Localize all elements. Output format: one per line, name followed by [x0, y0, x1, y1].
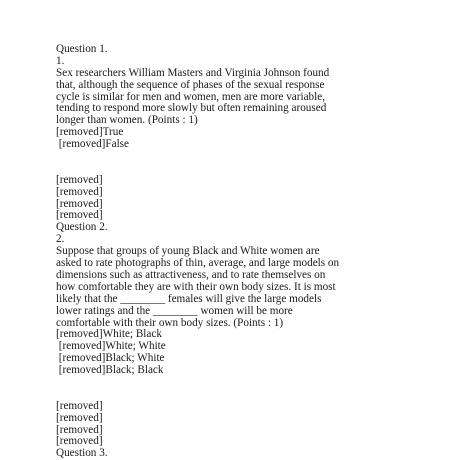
question-2-heading: Question 2. [56, 221, 108, 234]
spacer [56, 377, 436, 401]
question-2-option-black-white[interactable]: [removed]Black; White [56, 352, 165, 365]
removed-line: [removed] [56, 197, 103, 210]
question-2-text-line: comfortable with their own body sizes. (Points : 1) [56, 316, 284, 329]
question-2-text-line: how comfortable they are with their own body sizes. It is most [56, 280, 336, 293]
document-body [56, 44, 436, 460]
removed-line: [removed] [56, 185, 103, 198]
question-1-text-line: cycle is similar for men and women, men are more variable, [56, 90, 326, 103]
question-1-option-false[interactable]: [removed]False [56, 138, 130, 151]
question-2-option-white-black[interactable]: [removed]White; Black [56, 328, 162, 341]
question-1-text-line: Sex researchers William Masters and Virginia Johnson found [56, 66, 330, 79]
question-1-number: 1. [56, 54, 65, 67]
question-1-option-true[interactable]: [removed]True [56, 126, 124, 139]
question-2-text-line: asked to rate photographs of thin, average, and large models on [56, 257, 340, 270]
removed-line: [removed] [56, 399, 103, 412]
removed-line: [removed] [56, 209, 103, 222]
question-1-text-line: tending to respond more slowly but often remaining aroused [56, 102, 327, 115]
question-2-text-line: dimensions such as attractiveness, and to rate themselves on [56, 268, 326, 281]
question-2-number: 2. [56, 233, 65, 246]
question-2-text-line: likely that the ________ females will give the large models [56, 292, 322, 305]
question-1-text-line: that, although the sequence of phases of the sexual response [56, 78, 325, 91]
question-1-text-line: longer than women. (Points : 1) [56, 114, 198, 127]
spacer [56, 151, 436, 175]
question-2-text-line: lower ratings and the ________ women will be more [56, 304, 293, 317]
question-1-heading: Question 1. [56, 43, 108, 55]
removed-line: [removed] [56, 173, 103, 186]
question-2-text-line: Suppose that groups of young Black and White women are [56, 245, 320, 258]
removed-line: [removed] [56, 411, 103, 424]
removed-line: [removed] [56, 423, 103, 436]
removed-line: [removed] [56, 435, 103, 448]
question-2-option-white-white[interactable]: [removed]White; White [56, 340, 166, 353]
question-3-heading: Question 3. [56, 447, 108, 460]
question-2-option-black-black[interactable]: [removed]Black; Black [56, 364, 164, 377]
